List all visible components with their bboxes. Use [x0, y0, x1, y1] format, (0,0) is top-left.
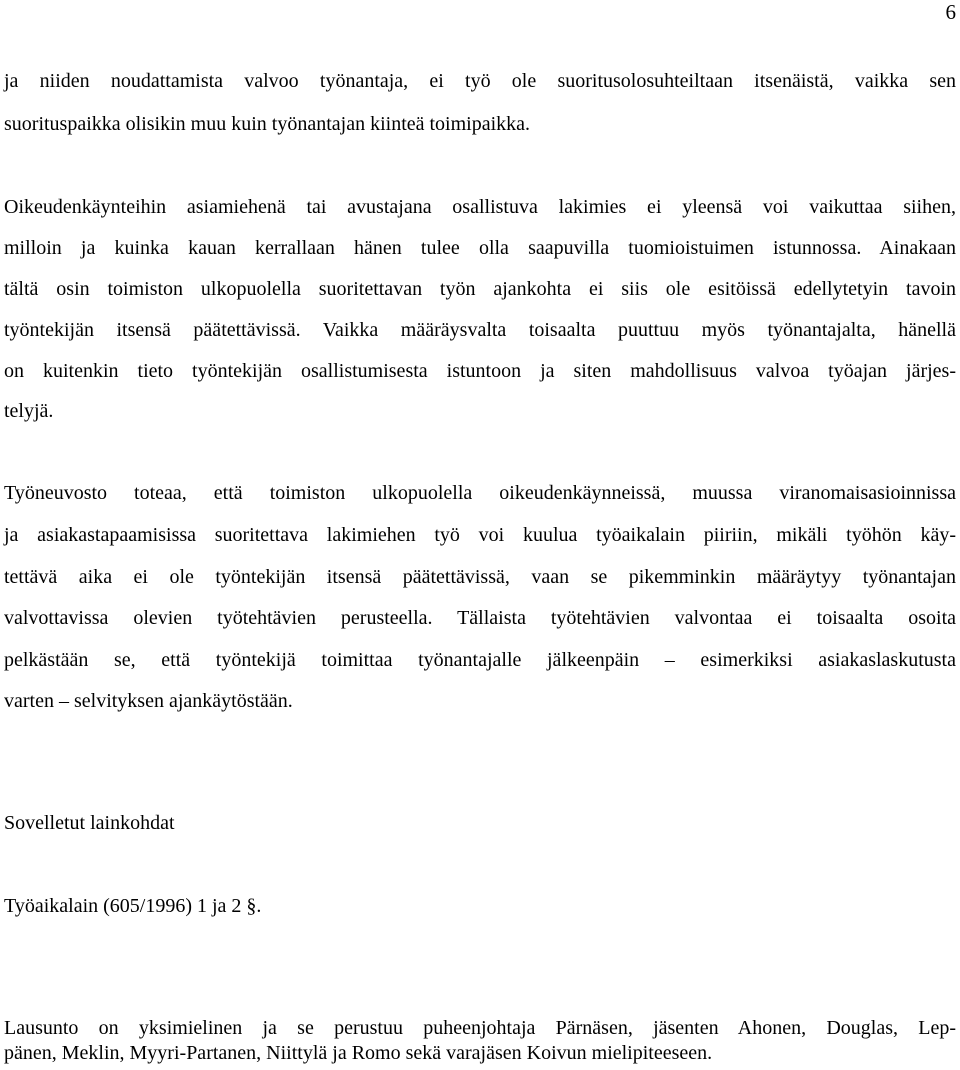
text-line: tältä osin toimiston ulkopuolella suoritettavan työn ajankohta ei siis ole esitöissä edellytetyin tavoin — [4, 278, 956, 300]
text-line: työntekijän itsensä päätettävissä. Vaikka määräysvalta toisaalta puuttuu myös työnantajalta, hänellä — [4, 319, 956, 341]
text-line: valvottavissa olevien työtehtävien perusteella. Tällaista työtehtävien valvontaa ei toisaalta osoita — [4, 607, 956, 629]
text-line: telyjä. — [4, 400, 54, 422]
text-line: ja niiden noudattamista valvoo työnantaja, ei työ ole suoritusolosuhteiltaan itsenäistä, vaikka sen — [4, 70, 956, 92]
text-line: Oikeudenkäynteihin asiamiehenä tai avustajana osallistuva lakimies ei yleensä voi vaikuttaa siihen, — [4, 196, 956, 218]
section-heading: Sovelletut lainkohdat — [4, 812, 175, 834]
text-line: Lausunto on yksimielinen ja se perustuu puheenjohtaja Pärnäsen, jäsenten Ahonen, Douglas, Lep- — [4, 1017, 956, 1039]
text-line: suorituspaikka olisikin muu kuin työnantajan kiinteä toimipaikka. — [4, 113, 531, 135]
text-line: milloin ja kuinka kauan kerrallaan hänen tulee olla saapuvilla tuomioistuimen istunnossa. Ainakaan — [4, 237, 956, 259]
text-line: pelkästään se, että työntekijä toimittaa työnantajalle jälkeenpäin – esimerkiksi asiakaslaskutusta — [4, 649, 956, 671]
text-line: tettävä aika ei ole työntekijän itsensä päätettävissä, vaan se pikemminkin määräytyy työnantajan — [4, 566, 956, 588]
text-line: Työneuvosto toteaa, että toimiston ulkopuolella oikeudenkäynneissä, muussa viranomaisasioinnissa — [4, 482, 956, 504]
text-line: varten – selvityksen ajankäytöstään. — [4, 690, 293, 712]
text-line: on kuitenkin tieto työntekijän osallistumisesta istuntoon ja siten mahdollisuus valvoa työajan järjes- — [4, 360, 956, 382]
text-line: pänen, Meklin, Myyri-Partanen, Niittylä ja Romo sekä varajäsen Koivun mielipiteeseen. — [4, 1042, 713, 1064]
applied-law: Työaikalain (605/1996) 1 ja 2 §. — [4, 895, 262, 917]
page-number: 6 — [945, 0, 956, 24]
text-line: ja asiakastapaamisissa suoritettava lakimiehen työ voi kuulua työaikalain piiriin, mikäli työhön käy- — [4, 524, 956, 546]
